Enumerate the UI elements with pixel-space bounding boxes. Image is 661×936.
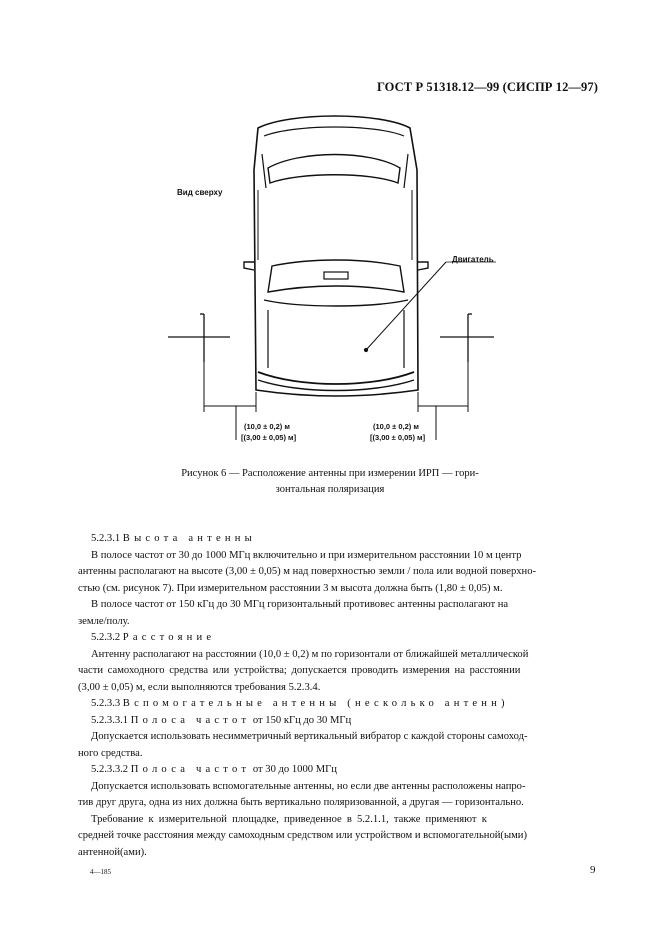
paragraph-line: антенной(ами). bbox=[78, 846, 147, 858]
dim-left-line2: [(3,00 ± 0,05) м] bbox=[241, 433, 297, 442]
paragraph-line: антенны располагают на высоте (3,00 ± 0,05) м над поверхностью земли / пола или водной поверхно- bbox=[78, 566, 537, 577]
section-heading: 5.2.3.1 Высота антенны bbox=[91, 533, 256, 544]
paragraph: В полосе частот от 30 до 1000 МГц включительно и при измерительном расстоянии 10 м центр bbox=[91, 549, 522, 561]
paragraph: Требование к измерительной площадке, приведенное в 5.2.1.1, также применяют к bbox=[91, 813, 487, 825]
engine-pointer bbox=[366, 262, 446, 350]
paragraph: Антенну располагают на расстоянии (10,0 ± 0,2) м по горизонтали от ближайшей металлической bbox=[91, 648, 529, 660]
section-heading: 5.2.3.2 Расстояние bbox=[91, 632, 216, 643]
section-heading: 5.2.3.3.1 Полоса частот от 150 кГц до 30 МГц bbox=[91, 714, 352, 726]
right-antenna-symbol bbox=[440, 314, 494, 362]
footer-code: 4—185 bbox=[90, 868, 111, 876]
paragraph: Допускается использовать несимметричный вертикальный вибратор с каждой стороны самоход- bbox=[91, 731, 528, 742]
car-top-view bbox=[244, 116, 428, 396]
document-body bbox=[78, 531, 598, 861]
left-antenna-symbol bbox=[168, 314, 230, 362]
paragraph-line: части самоходного средства или устройства; допускается проводить измерения на расстоянии bbox=[78, 665, 521, 676]
section-heading: 5.2.3.3 Вспомогательные антенны (несколько антенн) bbox=[91, 698, 509, 709]
standard-header: ГОСТ Р 51318.12—99 (СИСПР 12—97) bbox=[376, 80, 598, 94]
figure-caption: Рисунок 6 — Расположение антенны при измерении ИРП — гори- зонтальная поляризация bbox=[181, 468, 479, 495]
paragraph: В полосе частот от 150 кГц до 30 МГц горизонтальный противовес антенны располагают на bbox=[91, 599, 509, 610]
antenna-layout-figure bbox=[0, 0, 661, 460]
paragraph-line: средней точке расстояния между самоходным средством или устройством и вспомогательной(ыми) bbox=[78, 830, 527, 841]
dim-right-line1: (10,0 ± 0,2) м bbox=[373, 422, 419, 431]
paragraph-line: тив друг друга, одна из них должна быть вертикально поляризованной, а другая — горизонтально. bbox=[78, 797, 524, 808]
page-number: 9 bbox=[590, 864, 596, 876]
engine-label: Двигатель bbox=[452, 255, 494, 264]
view-label: Вид сверху bbox=[177, 188, 223, 197]
paragraph-line: ного средства. bbox=[78, 747, 143, 759]
paragraph-line: (3,00 ± 0,05) м, если выполняются требования 5.2.3.4. bbox=[78, 681, 321, 693]
dim-right-line2: [(3,00 ± 0,05) м] bbox=[370, 433, 426, 442]
paragraph-line: стью (см. рисунок 7). При измерительном расстоянии 3 м высота должна быть (1,80 ± 0,05) м. bbox=[78, 582, 503, 594]
paragraph: Допускается использовать вспомогательные антенны, но если две антенны расположены напро- bbox=[91, 780, 526, 792]
dim-left-line1: (10,0 ± 0,2) м bbox=[244, 422, 290, 431]
paragraph-line: земле/полу. bbox=[78, 615, 130, 627]
section-heading: 5.2.3.3.2 Полоса частот от 30 до 1000 МГц bbox=[91, 764, 337, 775]
